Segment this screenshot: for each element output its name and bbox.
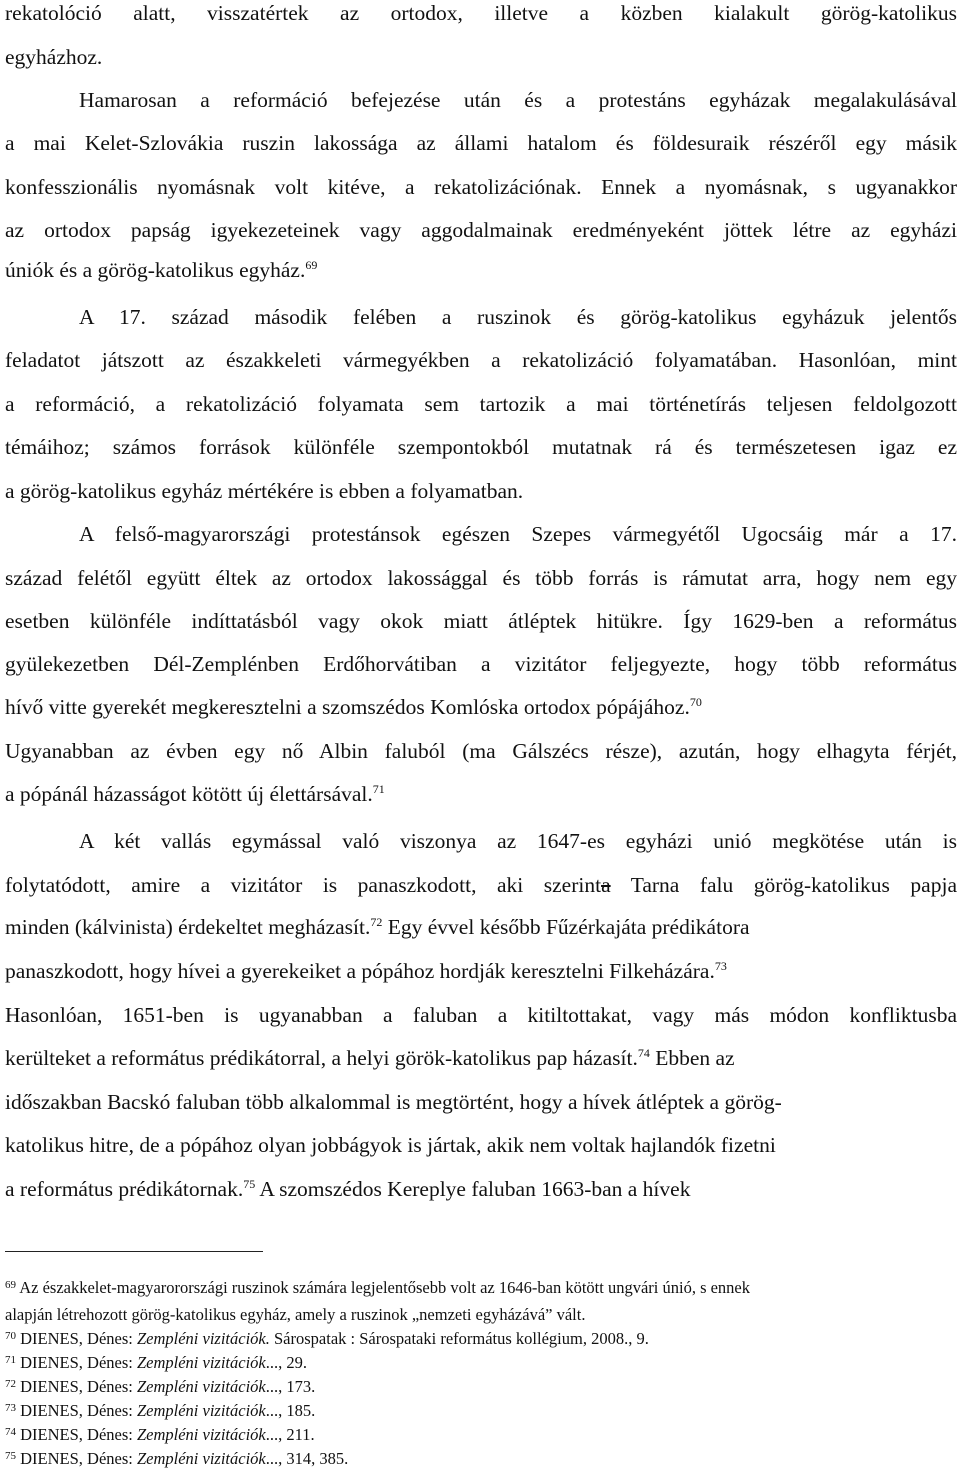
body-line: Hasonlóan, 1651-ben is ugyanabban a faluban a kitiltottakat, vagy más módon konfliktusba: [5, 1003, 957, 1027]
footnote-ref: 74: [637, 1046, 650, 1060]
body-line: a református prédikátornak.$^{75}$ A szomszédos Kereplye faluban 1663-ban a hívek: [5, 1177, 691, 1201]
body-line: a reformáció, a rekatolizáció folyamata sem tartozik a mai történetírás teljesen feldolgozott: [5, 392, 957, 416]
footnote: $^{71}$ DIENES, Dénes: Zempléni vizitációk..., 29.: [5, 1353, 307, 1372]
body-line: a mai Kelet-Szlovákia ruszin lakossága az állami hatalom és földesuraik részéről egy másik: [5, 131, 957, 155]
body-line: század felétől együtt éltek az ortodox lakossággal és több forrás is rámutat arra, hogy nem egy: [5, 566, 957, 590]
footnote: $^{70}$ DIENES, Dénes: Zempléni vizitációk. Sárospatak : Sárospataki református kollégium, 2008., 9.: [5, 1329, 649, 1348]
footnote-separator: [5, 1251, 263, 1252]
footnote: $^{74}$ DIENES, Dénes: Zempléni vizitációk..., 211.: [5, 1425, 315, 1444]
footnote-ref: 73: [714, 959, 727, 973]
body-line: témáihoz; számos források különféle szempontokból mutatnak rá és természetesen igaz ez: [5, 435, 957, 459]
body-line: panaszkodott, hogy hívei a gyerekeiket a pópához hordják keresztelni Filkeházára.$^{73}$: [5, 959, 727, 983]
footnote-ref: 70: [689, 695, 702, 709]
footnote: $^{75}$ DIENES, Dénes: Zempléni vizitációk..., 314, 385.: [5, 1449, 349, 1468]
body-line: kerülteket a református prédikátorral, a helyi görök-katolikus pap házasít.$^{74}$ Ebben az: [5, 1046, 735, 1070]
body-line: gyülekezetben Dél-Zemplénben Erdőhorvátiban a vizitátor feljegyezte, hogy több református: [5, 652, 957, 676]
body-line: az ortodox papság igyekezeteinek vagy aggodalmainak eredményeként jöttek létre az egyházi: [5, 218, 957, 242]
footnote-ref: 72: [370, 915, 383, 929]
body-line: a pópánál házasságot kötött új élettársával.$^{71}$: [5, 782, 385, 806]
body-line: Ugyanabban az évben egy nő Albin faluból (ma Gálszécs része), azután, hogy elhagyta férjét,: [5, 739, 957, 763]
body-line: A 17. század második felében a ruszinok és görög-katolikus egyházuk jelentős: [79, 305, 957, 329]
body-line: konfesszionális nyomásnak volt kitéve, a rekatolizációnak. Ennek a nyomásnak, s ugyanakkor: [5, 175, 957, 199]
body-line: katolikus hitre, de a pópához olyan jobbágyok is jártak, akik nem voltak hajlandók fizetni: [5, 1133, 776, 1157]
footnote-ref: 71: [372, 782, 385, 796]
body-line: A felső-magyarországi protestánsok egészen Szepes vármegyétől Ugocsáig már a 17.: [79, 522, 957, 546]
body-line: minden (kálvinista) érdekeltet megházasít.$^{72}$ Egy évvel később Fűzérkajáta prédikátora: [5, 915, 750, 939]
footnote-ref: 69: [305, 258, 318, 272]
body-line: esetben különféle indíttatásból vagy okok miatt átléptek hitükre. Így 1629-ben a református: [5, 609, 957, 633]
body-line: feladatot játszott az északkeleti vármegyékben a rekatolizáció folyamatában. Hasonlóan, mint: [5, 348, 957, 372]
footnote: $^{73}$ DIENES, Dénes: Zempléni vizitációk..., 185.: [5, 1401, 316, 1420]
body-line: A két vallás egymással való viszonya az 1647-es egyházi unió megkötése után is: [79, 829, 957, 853]
struck-text: a: [601, 873, 611, 897]
body-line: időszakban Bacskó faluban több alkalommal is megtörtént, hogy a hívek átléptek a görög-: [5, 1090, 782, 1114]
footnote-ref: 75: [243, 1177, 256, 1191]
footnote: alapján létrehozott görög-katolikus egyház, amely a ruszinok „nemzeti egyházává” vált.: [5, 1305, 586, 1324]
body-line: egyházhoz.: [5, 45, 103, 69]
body-line: rekatolóció alatt, visszatértek az ortodox, illetve a közben kialakult görög-katolikus: [5, 1, 957, 25]
body-line: folytatódott, amire a vizitátor is panaszkodott, aki szerinta Tarna falu görög-katolikus papja: [5, 873, 957, 897]
body-line: a görög-katolikus egyház mértékére is ebben a folyamatban.: [5, 479, 524, 503]
footnote: $^{69}$ Az északkelet-magyarorországi ruszinok számára legjelentősebb volt az 1646-ban kötött ungvári únió, s ennek: [5, 1278, 751, 1297]
body-line: Hamarosan a reformáció befejezése után és a protestáns egyházak megalakulásával: [79, 88, 957, 112]
footnote: $^{72}$ DIENES, Dénes: Zempléni vizitációk..., 173.: [5, 1377, 316, 1396]
body-line: hívő vitte gyerekét megkeresztelni a szomszédos Komlóska ortodox pópájához.$^{70}$: [5, 695, 702, 719]
body-line: úniók és a görög-katolikus egyház.$^{69}$: [5, 258, 318, 282]
